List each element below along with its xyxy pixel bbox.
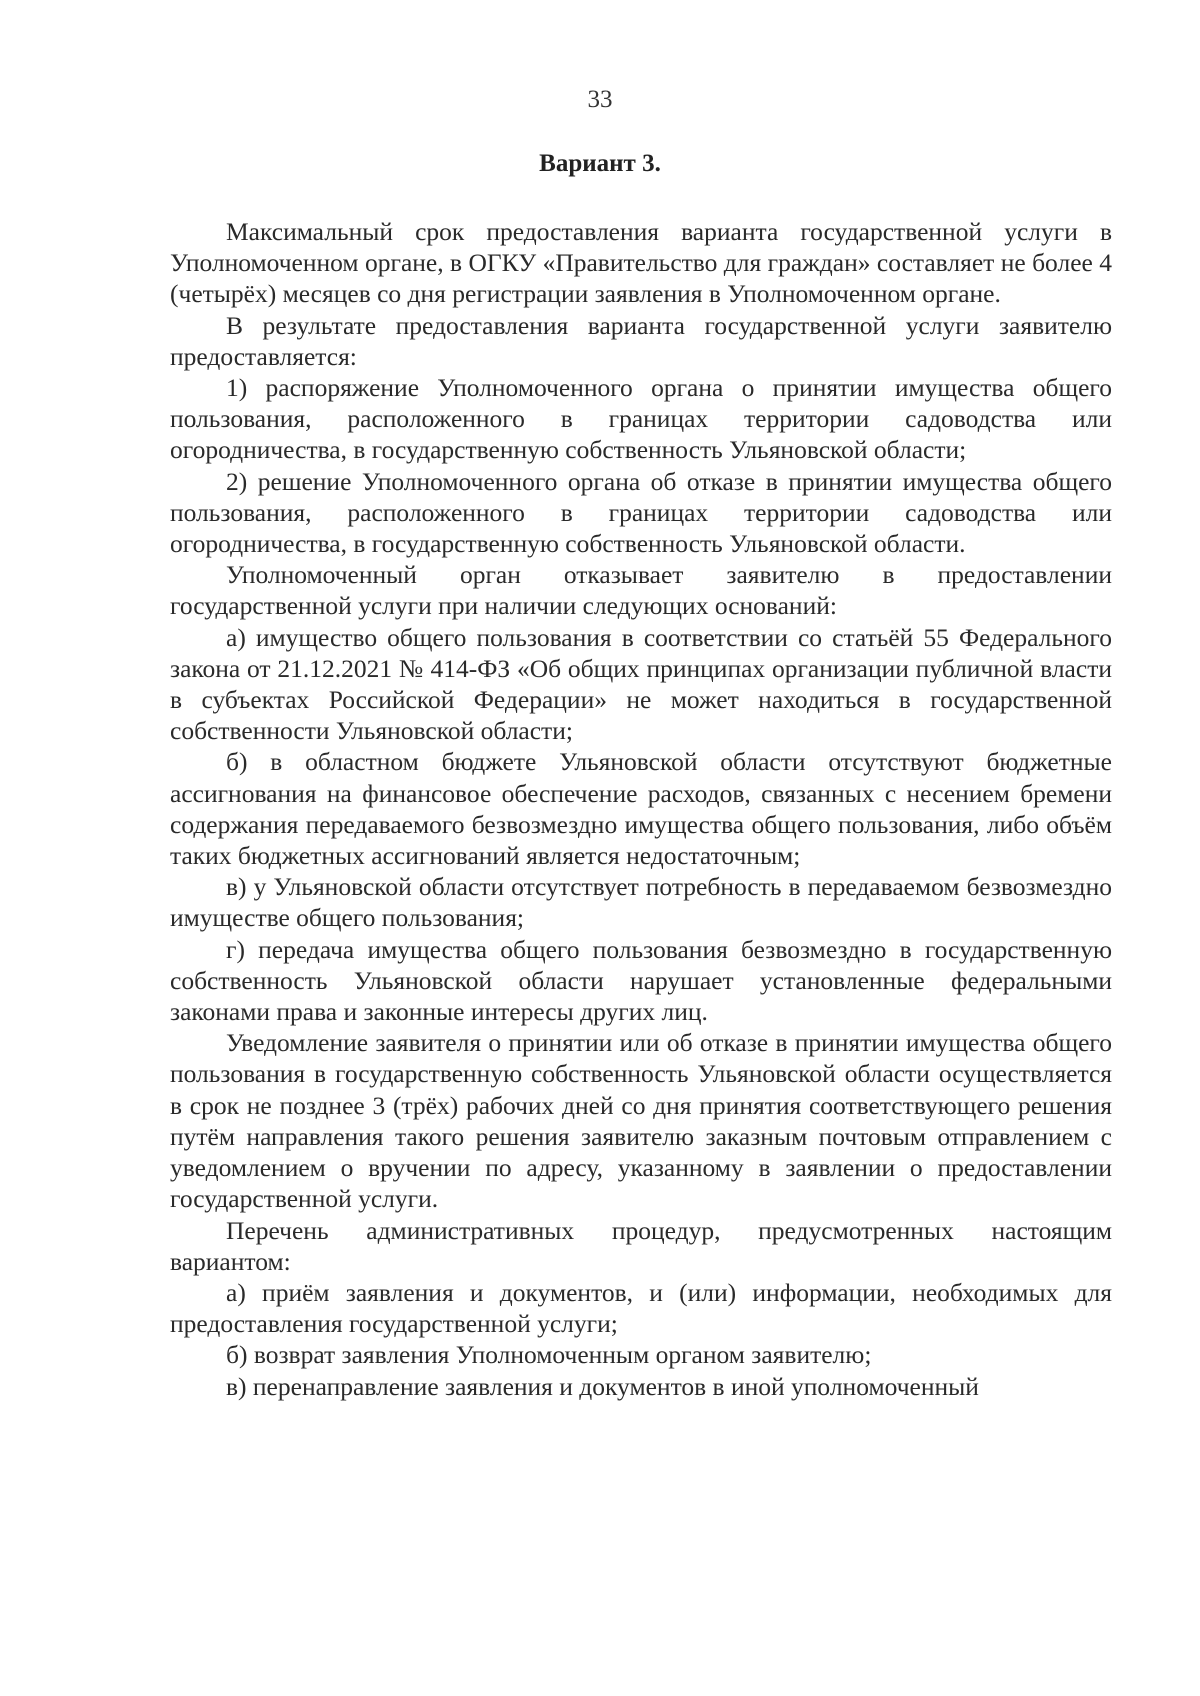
paragraph-procedures-intro: Перечень административных процедур, предусмотренных настоящим вариантом: <box>170 1215 1112 1276</box>
paragraph-notification: Уведомление заявителя о принятии или об отказе в принятии имущества общего пользования в государственную собственность Ульяновской области осуществляется в срок не позднее 3 (трёх) рабочих дней со дня принятия соответствующего решения путём направления такого решения заявителю заказным почтовым отправлением с уведомлением о вручении по адресу, указанному в заявлении о предоставлении государственной услуги. <box>170 1028 1112 1214</box>
paragraph-refusal-b: б) в областном бюджете Ульяновской области отсутствуют бюджетные ассигнования на финансовое обеспечение расходов, связанных с несением бремени содержания передаваемого безвозмездно имущества общего пользования, либо объём таких бюджетных ассигнований является недостаточным; <box>170 747 1112 871</box>
paragraph-result-intro: В результате предоставления варианта государственной услуги заявителю предоставляется: <box>170 310 1112 371</box>
page-number: 33 <box>587 86 613 113</box>
paragraph-result-2: 2) решение Уполномоченного органа об отказе в принятии имущества общего пользования, расположенного в границах территории садоводства или огородничества, в государственную собственность Ульяновской области. <box>170 466 1112 559</box>
paragraph-refusal-g: г) передача имущества общего пользования безвозмездно в государственную собственность Ульяновской области нарушает установленные федеральными законами права и законные интересы других лиц. <box>170 934 1112 1027</box>
paragraph-refusal-a: а) имущество общего пользования в соответствии со статьёй 55 Федерального закона от 21.12.2021 № 414-ФЗ «Об общих принципах организации публичной власти в субъектах Российской Федерации» не может находиться в государственной собственности Ульяновской области; <box>170 622 1112 746</box>
paragraph-procedure-b: б) возврат заявления Уполномоченным органом заявителю; <box>226 1340 872 1370</box>
paragraph-max-term: Максимальный срок предоставления варианта государственной услуги в Уполномоченном органе, в ОГКУ «Правительство для граждан» составляет не более 4 (четырёх) месяцев со дня регистрации заявления в Уполномоченном органе. <box>170 217 1112 309</box>
paragraph-procedure-a: а) приём заявления и документов, и (или) информации, необходимых для предоставления государственной услуги; <box>170 1277 1112 1339</box>
document-body <box>170 216 1112 1402</box>
paragraph-refusal-intro: Уполномоченный орган отказывает заявителю в предоставлении государственной услуги при наличии следующих оснований: <box>170 560 1112 621</box>
section-heading: Вариант 3. <box>539 150 661 177</box>
paragraph-result-1: 1) распоряжение Уполномоченного органа о принятии имущества общего пользования, расположенного в границах территории садоводства или огородничества, в государственную собственность Ульяновской области; <box>170 373 1112 465</box>
paragraph-refusal-v: в) у Ульяновской области отсутствует потребность в передаваемом безвозмездно имуществе общего пользования; <box>170 872 1112 933</box>
paragraph-procedure-v: в) перенаправление заявления и документов в иной уполномоченный <box>226 1371 979 1401</box>
